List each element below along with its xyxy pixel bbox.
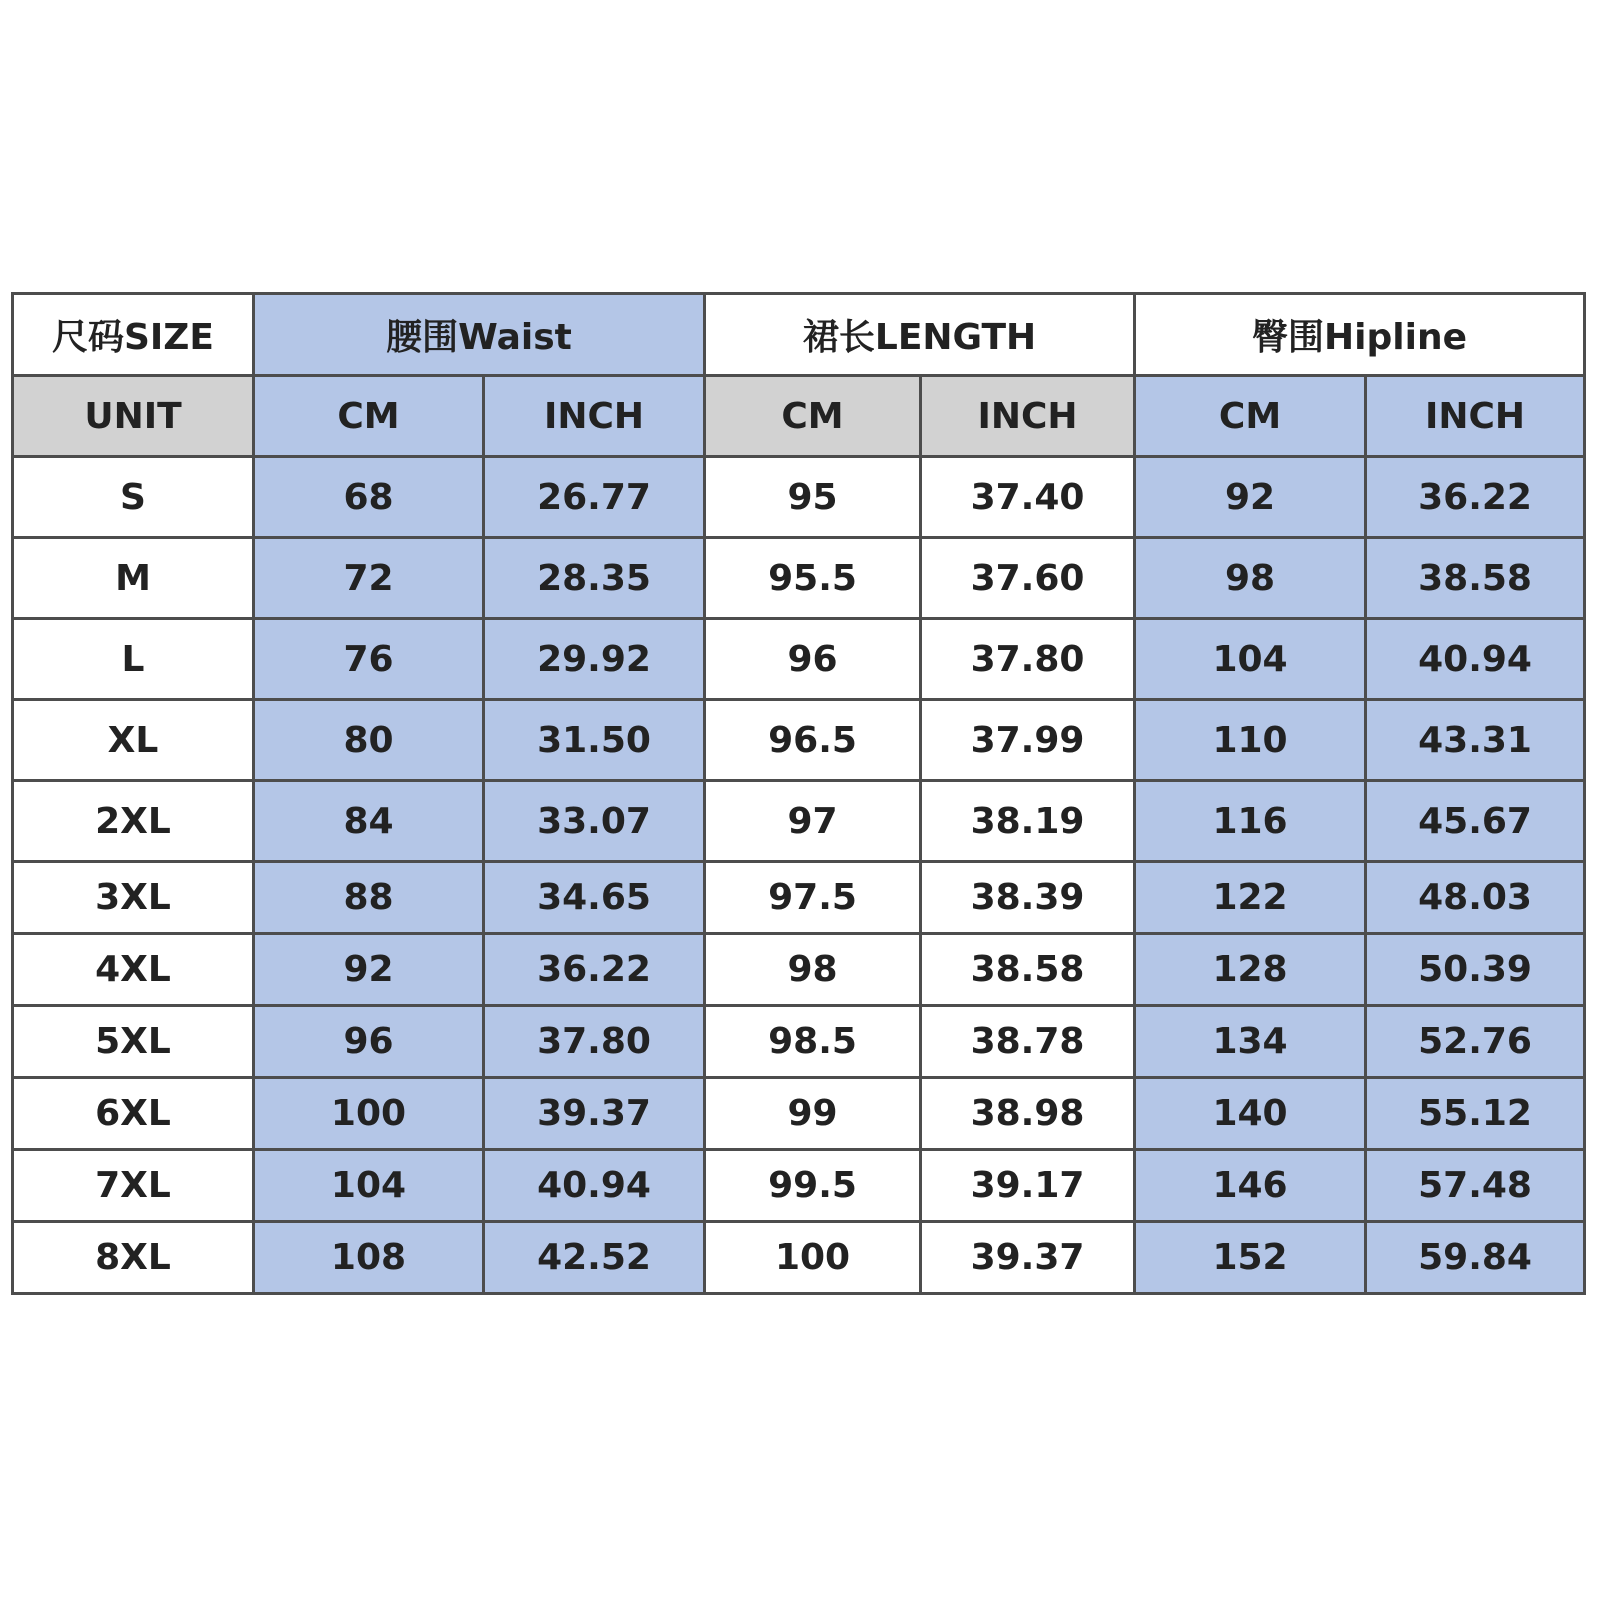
- cell-length-inch: 38.98: [921, 1078, 1135, 1150]
- cell-size: XL: [13, 700, 254, 781]
- cell-length-cm: 95: [705, 457, 921, 538]
- cell-waist-inch: 40.94: [484, 1150, 705, 1222]
- cell-size: 8XL: [13, 1222, 254, 1294]
- header-length: 裙长LENGTH: [705, 294, 1135, 376]
- cell-length-inch: 37.40: [921, 457, 1135, 538]
- cell-waist-cm: 80: [254, 700, 484, 781]
- cell-waist-cm: 108: [254, 1222, 484, 1294]
- cell-hipline-cm: 140: [1135, 1078, 1366, 1150]
- header-row: [13, 294, 1585, 376]
- cell-length-inch: 39.17: [921, 1150, 1135, 1222]
- cell-hipline-inch: 59.84: [1366, 1222, 1585, 1294]
- cell-waist-cm: 100: [254, 1078, 484, 1150]
- cell-size: 4XL: [13, 934, 254, 1006]
- cell-length-inch: 38.19: [921, 781, 1135, 862]
- cell-length-cm: 99: [705, 1078, 921, 1150]
- unit-length-cm: CM: [705, 376, 921, 457]
- cell-size: 5XL: [13, 1006, 254, 1078]
- cell-waist-inch: 29.92: [484, 619, 705, 700]
- cell-length-cm: 96.5: [705, 700, 921, 781]
- cell-waist-cm: 84: [254, 781, 484, 862]
- unit-hipline-cm: CM: [1135, 376, 1366, 457]
- cell-waist-inch: 26.77: [484, 457, 705, 538]
- cell-length-cm: 96: [705, 619, 921, 700]
- cell-length-cm: 99.5: [705, 1150, 921, 1222]
- unit-label: UNIT: [13, 376, 254, 457]
- cell-size: 7XL: [13, 1150, 254, 1222]
- cell-waist-inch: 42.52: [484, 1222, 705, 1294]
- cell-hipline-inch: 40.94: [1366, 619, 1585, 700]
- table-row: [13, 1150, 1585, 1222]
- size-chart-table: [11, 292, 1586, 1295]
- cell-waist-cm: 92: [254, 934, 484, 1006]
- cell-size: M: [13, 538, 254, 619]
- cell-length-inch: 38.78: [921, 1006, 1135, 1078]
- unit-waist-cm: CM: [254, 376, 484, 457]
- cell-hipline-inch: 55.12: [1366, 1078, 1585, 1150]
- cell-waist-cm: 104: [254, 1150, 484, 1222]
- table-row: [13, 1078, 1585, 1150]
- cell-waist-cm: 76: [254, 619, 484, 700]
- cell-hipline-cm: 134: [1135, 1006, 1366, 1078]
- table-row: [13, 1006, 1585, 1078]
- cell-waist-inch: 33.07: [484, 781, 705, 862]
- cell-length-cm: 97: [705, 781, 921, 862]
- cell-hipline-inch: 50.39: [1366, 934, 1585, 1006]
- cell-hipline-cm: 116: [1135, 781, 1366, 862]
- table-row: [13, 700, 1585, 781]
- cell-length-inch: 39.37: [921, 1222, 1135, 1294]
- cell-waist-cm: 96: [254, 1006, 484, 1078]
- cell-length-inch: 37.99: [921, 700, 1135, 781]
- cell-waist-cm: 68: [254, 457, 484, 538]
- cell-size: 6XL: [13, 1078, 254, 1150]
- cell-waist-inch: 39.37: [484, 1078, 705, 1150]
- table-row: [13, 538, 1585, 619]
- unit-row: [13, 376, 1585, 457]
- table-row: [13, 862, 1585, 934]
- cell-hipline-cm: 146: [1135, 1150, 1366, 1222]
- cell-hipline-inch: 52.76: [1366, 1006, 1585, 1078]
- table-row: [13, 781, 1585, 862]
- cell-length-cm: 98.5: [705, 1006, 921, 1078]
- cell-size: 2XL: [13, 781, 254, 862]
- cell-hipline-inch: 38.58: [1366, 538, 1585, 619]
- table-row: [13, 457, 1585, 538]
- cell-hipline-cm: 104: [1135, 619, 1366, 700]
- unit-length-inch: INCH: [921, 376, 1135, 457]
- cell-hipline-cm: 122: [1135, 862, 1366, 934]
- header-hipline: 臀围Hipline: [1135, 294, 1585, 376]
- cell-waist-inch: 37.80: [484, 1006, 705, 1078]
- cell-length-inch: 37.80: [921, 619, 1135, 700]
- cell-waist-inch: 28.35: [484, 538, 705, 619]
- cell-waist-inch: 31.50: [484, 700, 705, 781]
- cell-hipline-inch: 36.22: [1366, 457, 1585, 538]
- header-size: 尺码SIZE: [13, 294, 254, 376]
- cell-length-inch: 38.39: [921, 862, 1135, 934]
- cell-hipline-cm: 92: [1135, 457, 1366, 538]
- cell-hipline-inch: 45.67: [1366, 781, 1585, 862]
- header-waist: 腰围Waist: [254, 294, 705, 376]
- cell-length-cm: 97.5: [705, 862, 921, 934]
- cell-waist-inch: 36.22: [484, 934, 705, 1006]
- cell-size: S: [13, 457, 254, 538]
- cell-length-inch: 37.60: [921, 538, 1135, 619]
- cell-hipline-cm: 98: [1135, 538, 1366, 619]
- cell-size: L: [13, 619, 254, 700]
- table-row: [13, 1222, 1585, 1294]
- cell-waist-cm: 72: [254, 538, 484, 619]
- cell-waist-cm: 88: [254, 862, 484, 934]
- cell-length-cm: 98: [705, 934, 921, 1006]
- cell-hipline-cm: 152: [1135, 1222, 1366, 1294]
- cell-hipline-inch: 57.48: [1366, 1150, 1585, 1222]
- cell-length-inch: 38.58: [921, 934, 1135, 1006]
- table-row: [13, 934, 1585, 1006]
- cell-waist-inch: 34.65: [484, 862, 705, 934]
- cell-hipline-cm: 110: [1135, 700, 1366, 781]
- table-row: [13, 619, 1585, 700]
- cell-hipline-inch: 43.31: [1366, 700, 1585, 781]
- cell-length-cm: 100: [705, 1222, 921, 1294]
- cell-hipline-inch: 48.03: [1366, 862, 1585, 934]
- unit-hipline-inch: INCH: [1366, 376, 1585, 457]
- cell-length-cm: 95.5: [705, 538, 921, 619]
- unit-waist-inch: INCH: [484, 376, 705, 457]
- cell-hipline-cm: 128: [1135, 934, 1366, 1006]
- cell-size: 3XL: [13, 862, 254, 934]
